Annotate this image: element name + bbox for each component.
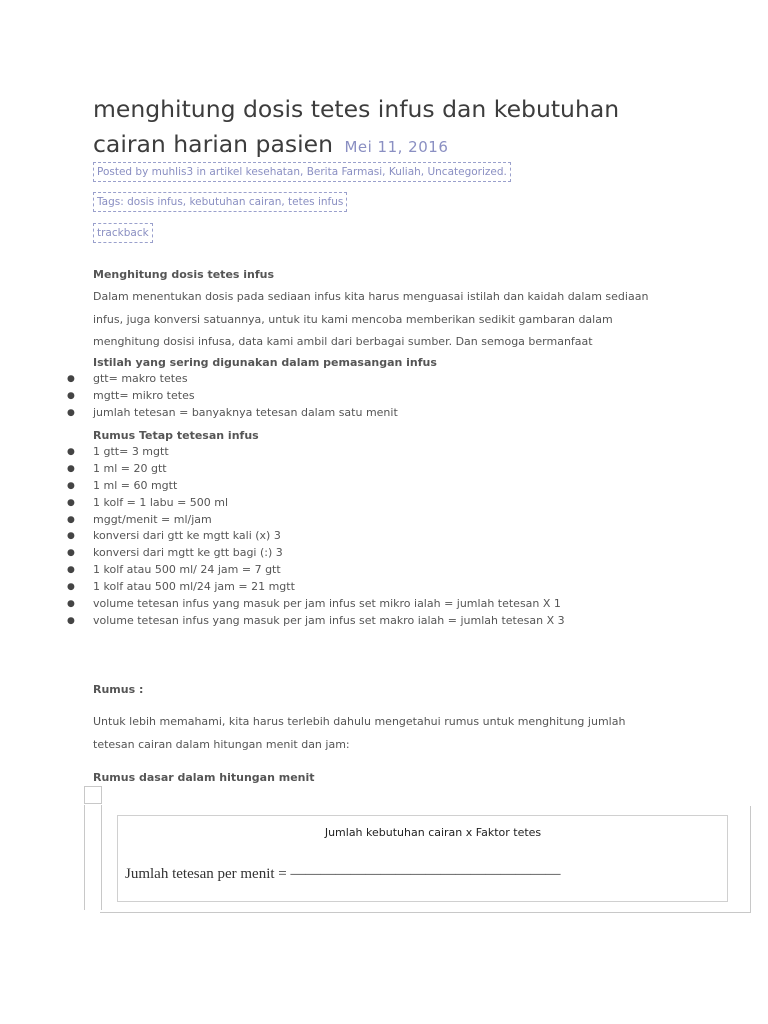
intro-paragraph-line-2: infus, juga konversi satuannya, untuk itu kami mencoba memberikan sedikit gambaran dalam: [93, 313, 613, 326]
list-item: ● konversi dari mgtt ke gtt bagi (:) 3: [0, 545, 565, 562]
bullet-icon: ●: [67, 548, 75, 559]
post-date: Mei 11, 2016: [344, 138, 449, 156]
list-item: ● 1 kolf atau 500 ml/24 jam = 21 mgtt: [0, 579, 565, 596]
list-item: ● mggt/menit = ml/jam: [0, 512, 565, 529]
post-meta-trackback[interactable]: [93, 223, 153, 243]
list-item: ● volume tetesan infus yang masuk per jam infus set makro ialah = jumlah tetesan X 3: [0, 613, 565, 630]
tags-link[interactable]: Tags: dosis infus, kebutuhan cairan, tetes infus: [97, 196, 344, 208]
list-item: ● 1 gtt= 3 mgtt: [0, 444, 565, 461]
section-heading-istilah: Istilah yang sering digunakan dalam pemasangan infus: [93, 356, 437, 369]
rumus-paragraph-line-2: tetesan cairan dalam hitungan menit dan jam:: [93, 738, 350, 751]
list-item: ● jumlah tetesan = banyaknya tetesan dalam satu menit: [0, 405, 398, 422]
bullet-icon: ●: [67, 582, 75, 593]
bullet-icon: ●: [67, 565, 75, 576]
formula-box: [117, 815, 728, 902]
bullet-icon: ●: [67, 514, 75, 525]
bullet-icon: ●: [67, 463, 75, 474]
rumus-paragraph-line-1: Untuk lebih memahami, kita harus terlebih dahulu mengetahui rumus untuk menghitung jumlah: [93, 715, 626, 728]
intro-paragraph-line-1: Dalam menentukan dosis pada sediaan infus kita harus menguasai istilah dan kaidah dalam sediaan: [93, 290, 649, 303]
post-title: [93, 92, 693, 165]
list-item: ● 1 ml = 20 gtt: [0, 461, 565, 478]
list-item: ● konversi dari gtt ke mgtt kali (x) 3: [0, 528, 565, 545]
bullet-icon: ●: [67, 480, 75, 491]
posted-by-link[interactable]: Posted by muhlis3 in artikel kesehatan, Berita Farmasi, Kuliah, Uncategorized.: [97, 166, 507, 178]
post-meta-tags[interactable]: [93, 192, 347, 212]
list-item: ● gtt= makro tetes: [0, 371, 398, 388]
list-item: ● volume tetesan infus yang masuk per jam infus set mikro ialah = jumlah tetesan X 1: [0, 596, 565, 613]
bullet-icon: ●: [67, 531, 75, 542]
bullet-icon: ●: [67, 497, 75, 508]
table-corner-cell: [84, 786, 102, 804]
istilah-list: [0, 371, 398, 422]
bullet-icon: ●: [67, 447, 75, 457]
bullet-icon: ●: [67, 390, 75, 401]
trackback-link[interactable]: trackback: [97, 227, 149, 239]
rumus-label: Rumus :: [93, 683, 144, 696]
rumus-dasar-heading: Rumus dasar dalam hitungan menit: [93, 771, 315, 784]
section-heading-dosis: Menghitung dosis tetes infus: [93, 268, 275, 281]
bullet-icon: ●: [67, 374, 75, 384]
post-title-text: menghitung dosis tetes infus dan kebutuhan cairan harian pasien: [93, 95, 620, 158]
bullet-icon: ●: [67, 407, 75, 418]
list-item: ● 1 kolf = 1 labu = 500 ml: [0, 495, 565, 512]
post-meta-posted-by[interactable]: [93, 162, 511, 182]
list-item: ● mgtt= mikro tetes: [0, 388, 398, 405]
section-heading-rumus-tetap: Rumus Tetap tetesan infus: [93, 429, 259, 442]
list-item: ● 1 ml = 60 mgtt: [0, 478, 565, 495]
formula-numerator: Jumlah kebutuhan cairan x Faktor tetes: [324, 826, 542, 839]
bullet-icon: ●: [67, 599, 75, 610]
list-item: ● 1 kolf atau 500 ml/ 24 jam = 7 gtt: [0, 562, 565, 579]
formula-equation: Jumlah tetesan per menit = ——————————————————: [125, 866, 561, 882]
intro-paragraph-line-3: menghitung dosisi infusa, data kami ambil dari berbagai sumber. Dan semoga bermanfaat: [93, 335, 593, 348]
bullet-icon: ●: [67, 615, 75, 626]
rumus-tetap-list: [0, 444, 565, 630]
